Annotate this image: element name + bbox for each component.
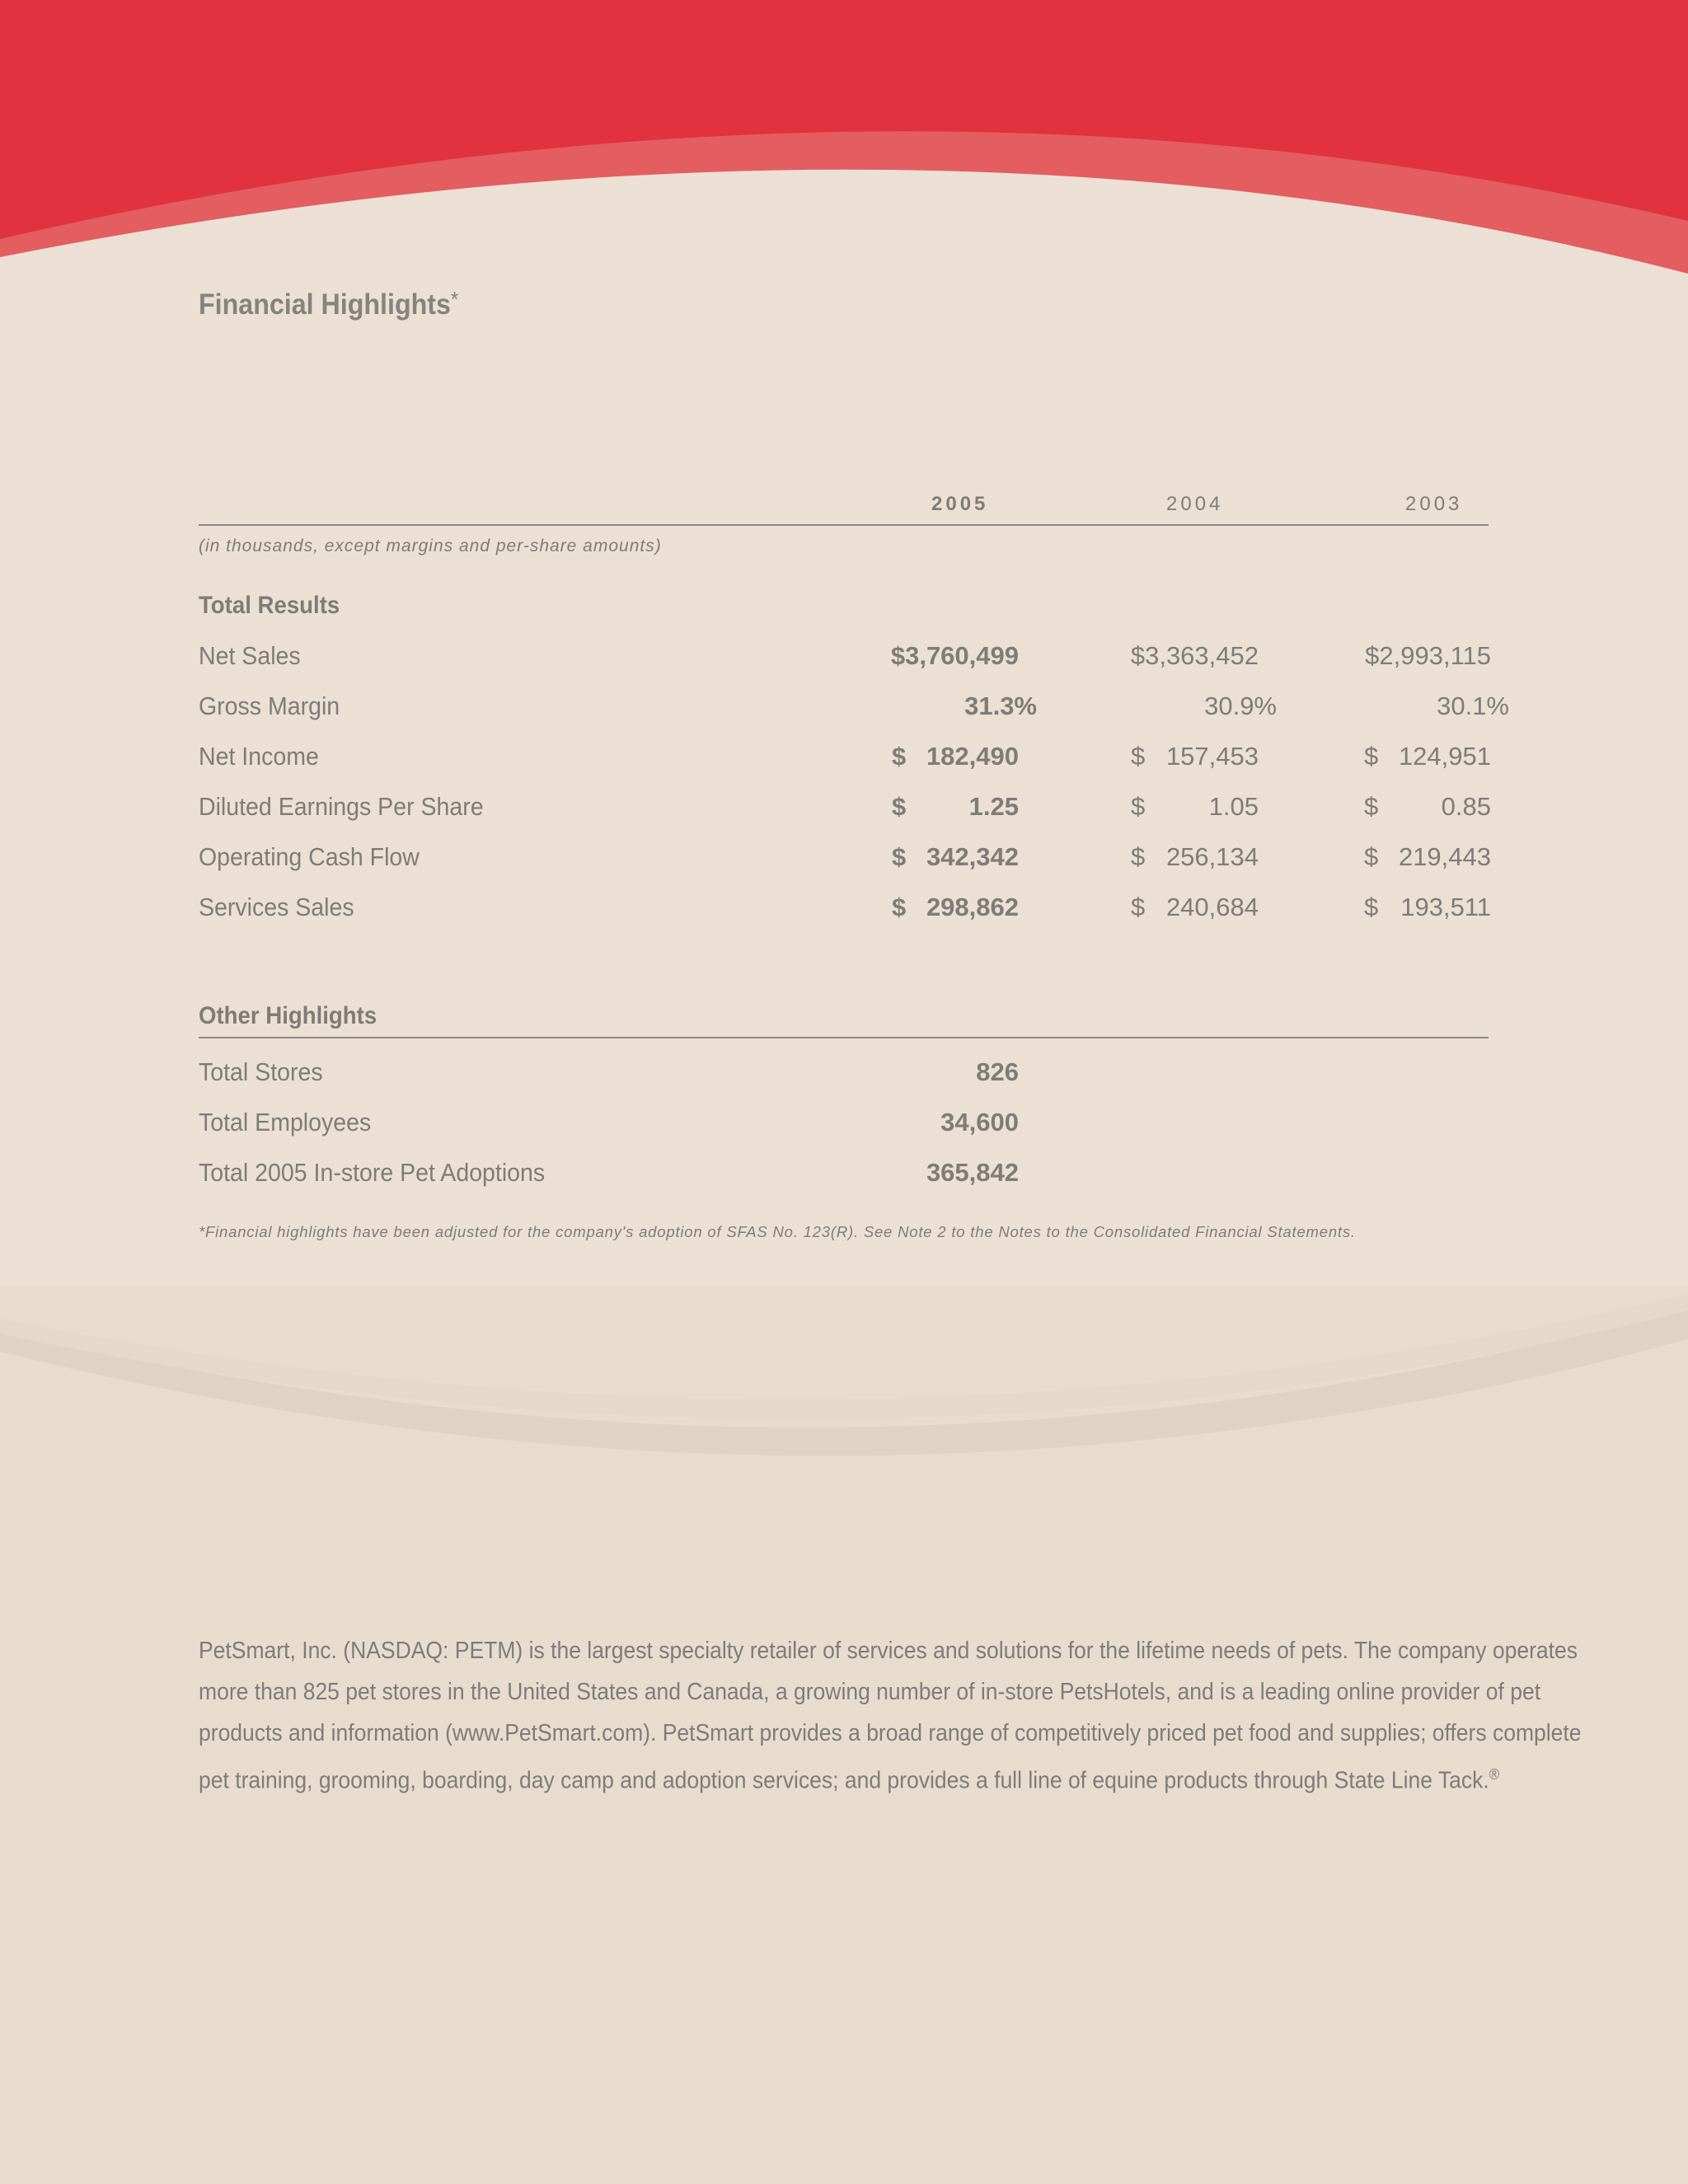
units-note: (in thousands, except margins and per-share amounts) [199, 537, 662, 555]
total-results-heading: Total Results [199, 592, 340, 619]
value-2003: 219,443 [1398, 842, 1491, 871]
value-2004: 1.05 [1208, 792, 1259, 821]
row-label: Diluted Earnings Per Share [199, 792, 484, 821]
value-2005: 182,490 [926, 742, 1019, 771]
row-label: Operating Cash Flow [199, 842, 420, 871]
value-2005: 342,342 [926, 842, 1019, 871]
value-2004: 256,134 [1165, 842, 1259, 871]
value-2003: 0.85 [1441, 792, 1491, 821]
other-row-label: Total Employees [199, 1108, 372, 1137]
title-asterisk: * [450, 287, 459, 312]
value-2003: $2,993,115 [1365, 641, 1491, 670]
row-label: Net Sales [199, 641, 301, 670]
dollar-sign: $ [1131, 842, 1146, 871]
row-label: Gross Margin [199, 691, 340, 720]
dollar-sign: $ [892, 893, 907, 921]
page-title: Financial Highlights* [199, 287, 459, 321]
other-row-label: Total Stores [199, 1057, 323, 1086]
description-line: pet training, grooming, boarding, day camp and adoption services; and provides a full line of equine products through State Line Tack.® [199, 1766, 1500, 1794]
value-2004: $3,363,452 [1130, 641, 1259, 670]
other-row-value: 365,842 [926, 1158, 1019, 1187]
row-label: Net Income [199, 742, 319, 771]
dollar-sign: $ [1131, 893, 1146, 921]
value-2003: 193,511 [1400, 893, 1491, 921]
other-highlights-heading: Other Highlights [199, 1002, 377, 1029]
value-2005: 31.3% [964, 691, 1037, 720]
value-2005: 298,862 [926, 893, 1019, 921]
description-line: PetSmart, Inc. (NASDAQ: PETM) is the largest specialty retailer of services and solutions for the lifetime needs of pets. The company operates [199, 1638, 1578, 1664]
value-2004: 30.9% [1204, 691, 1277, 720]
year-header-2004: 2004 [1166, 493, 1224, 515]
registered-mark: ® [1489, 1766, 1500, 1783]
value-2003: 30.1% [1437, 691, 1509, 720]
dollar-sign: $ [1364, 842, 1379, 871]
dollar-sign: $ [1131, 742, 1146, 771]
dollar-sign: $ [892, 742, 907, 771]
dollar-sign: $ [1364, 742, 1379, 771]
header-rule [199, 524, 1489, 526]
description-line: products and information (www.PetSmart.com). PetSmart provides a broad range of competitively priced pet food and supplies; offers complete [199, 1720, 1582, 1746]
value-2003: 124,951 [1398, 742, 1491, 771]
dollar-sign: $ [892, 792, 907, 821]
value-2004: 157,453 [1165, 742, 1259, 771]
company-description [199, 1630, 1582, 1802]
other-row-value: 826 [976, 1057, 1019, 1086]
description-line: more than 825 pet stores in the United States and Canada, a growing number of in-store PetsHotels, and is a leading online provider of pet [199, 1679, 1541, 1705]
other-row-label: Total 2005 In-store Pet Adoptions [199, 1158, 546, 1187]
value-2005: $3,760,499 [890, 641, 1019, 670]
value-2004: 240,684 [1165, 893, 1259, 921]
dollar-sign: $ [1364, 893, 1379, 921]
footnote: *Financial highlights have been adjusted for the company's adoption of SFAS No. 123(R). See Note 2 to the Notes to the Consolidated Financial Statements. [199, 1223, 1356, 1240]
other-row-value: 34,600 [940, 1108, 1019, 1137]
dollar-sign: $ [1131, 792, 1146, 821]
year-header-2003: 2003 [1405, 493, 1463, 515]
other-highlights-rule [199, 1037, 1489, 1038]
dollar-sign: $ [892, 842, 907, 871]
row-label: Services Sales [199, 893, 354, 921]
dollar-sign: $ [1364, 792, 1379, 821]
year-header-2005: 2005 [931, 493, 989, 515]
value-2005: 1.25 [968, 792, 1019, 821]
